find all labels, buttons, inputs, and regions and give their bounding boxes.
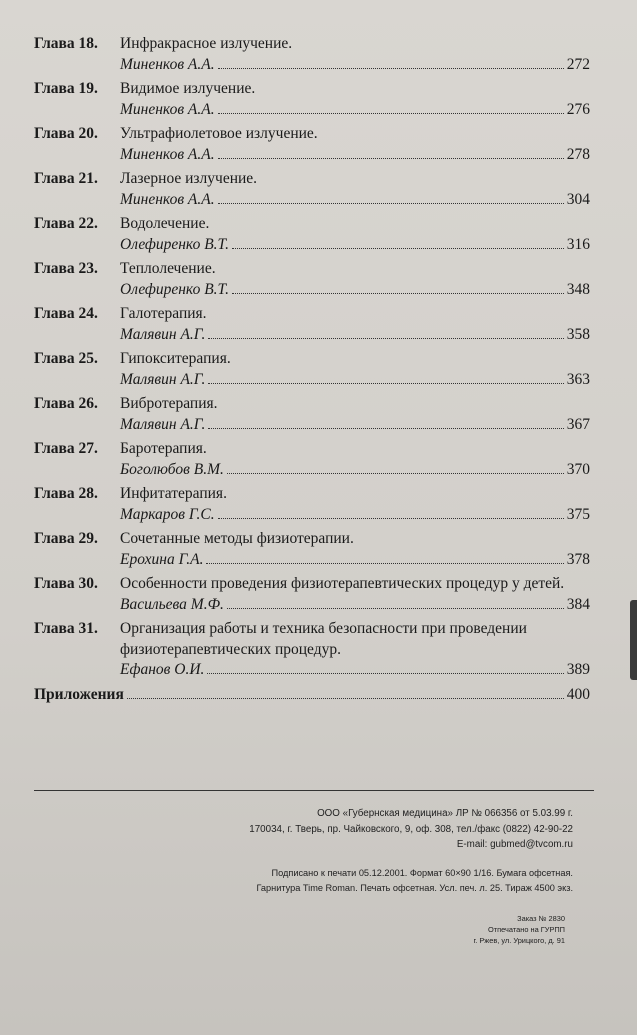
address-line: 170034, г. Тверь, пр. Чайковского, 9, оф. 308, тел./факс (0822) 42-90-22 [249, 823, 573, 835]
toc-appendix [34, 685, 590, 706]
chapter-number: Глава 22. [34, 215, 98, 232]
chapter-title: Видимое излучение. [120, 80, 256, 97]
entry-body [120, 529, 590, 570]
entry-body [120, 484, 590, 525]
author-line [120, 505, 590, 526]
entry-body [120, 394, 590, 435]
page-number: 370 [566, 460, 590, 478]
dot-leader [232, 248, 564, 249]
dot-leader [208, 428, 563, 429]
chapter-number: Глава 31. [34, 620, 98, 637]
toc-entry [34, 529, 590, 570]
chapter-title: Организация работы и техника безопасности при проведении физиотерапевтических процедур. [120, 620, 527, 658]
dot-leader [218, 113, 564, 114]
entry-body [120, 349, 590, 390]
author-line [120, 190, 590, 211]
chapter-title: Галотерапия. [120, 305, 207, 322]
entry-body [120, 619, 590, 681]
dot-leader [208, 338, 563, 339]
page-number: 278 [566, 145, 590, 163]
dot-leader [218, 203, 564, 204]
author-line [120, 325, 590, 346]
printed-at-line: Отпечатано на ГУРПП [488, 925, 565, 934]
entry-body [120, 304, 590, 345]
chapter-number: Глава 29. [34, 530, 98, 547]
chapter-number: Глава 23. [34, 260, 98, 277]
city-line: г. Ржев, ул. Урицкого, д. 91 [473, 936, 565, 945]
chapter-number: Глава 24. [34, 305, 98, 322]
email-line: E-mail: gubmed@tvcom.ru [456, 839, 573, 850]
chapter-author: Миненков А.А. [120, 190, 215, 208]
chapter-author: Маркаров Г.С. [120, 505, 215, 523]
entry-body [120, 79, 590, 120]
chapter-number: Глава 26. [34, 395, 98, 412]
toc-entry [34, 34, 590, 75]
chapter-author: Ерохина Г.А. [120, 550, 204, 568]
chapter-number: Глава 18. [34, 35, 98, 52]
appendix-label: Приложения [34, 685, 124, 703]
chapter-number: Глава 21. [34, 170, 98, 187]
entry-body [120, 34, 590, 75]
author-line [120, 550, 590, 571]
chapter-title: Лазерное излучение. [120, 170, 258, 187]
chapter-number: Глава 30. [34, 575, 98, 592]
chapter-author: Олефиренко В.Т. [120, 280, 230, 298]
dot-leader [232, 293, 564, 294]
dot-leader [218, 68, 564, 69]
chapter-title: Инфракрасное излучение. [120, 35, 293, 52]
dot-leader [218, 158, 564, 159]
publisher-imprint [153, 806, 573, 853]
chapter-number: Глава 19. [34, 80, 98, 97]
table-of-contents [34, 34, 590, 705]
typeface-line: Гарнитура Time Roman. Печать офсетная. Усл. печ. л. 25. Тираж 4500 экз. [256, 883, 573, 893]
author-line [120, 415, 590, 436]
toc-entry [34, 349, 590, 390]
chapter-author: Боголюбов В.М. [120, 460, 224, 478]
entry-body [120, 124, 590, 165]
author-line [120, 55, 590, 76]
chapter-title: Инфитатерапия. [120, 485, 227, 502]
chapter-author: Миненков А.А. [120, 145, 215, 163]
chapter-author: Миненков А.А. [120, 55, 215, 73]
author-line [120, 595, 590, 616]
page-number: 389 [566, 661, 590, 678]
toc-entry [34, 619, 590, 681]
page-number: 304 [566, 190, 590, 208]
chapter-author: Васильева М.Ф. [120, 595, 224, 613]
signed-line: Подписано к печати 05.12.2001. Формат 60×90 1/16. Бумага офсетная. [271, 868, 573, 878]
author-line [120, 460, 590, 481]
dot-leader [127, 698, 564, 699]
dot-leader [207, 673, 563, 674]
order-line: Заказ № 2830 [517, 914, 565, 923]
divider-line [34, 790, 594, 791]
toc-entry [34, 214, 590, 255]
page-number: 363 [566, 370, 590, 388]
dot-leader [227, 473, 564, 474]
chapter-title: Гипокситерапия. [120, 350, 231, 367]
chapter-number: Глава 20. [34, 125, 98, 142]
chapter-title: Сочетанные методы физиотерапии. [120, 530, 354, 547]
entry-body [120, 574, 590, 615]
dot-leader [206, 563, 563, 564]
dot-leader [227, 608, 564, 609]
dot-leader [208, 383, 563, 384]
page-number: 316 [566, 235, 590, 253]
toc-entry [34, 394, 590, 435]
author-line [120, 235, 590, 256]
chapter-author: Малявин А.Г. [120, 370, 206, 388]
page-number: 272 [566, 55, 590, 73]
chapter-title: Баротерапия. [120, 440, 207, 457]
chapter-number: Глава 28. [34, 485, 98, 502]
toc-entry [34, 259, 590, 300]
chapter-title: Водолечение. [120, 215, 210, 232]
author-line [120, 660, 590, 681]
chapter-title: Особенности проведения физиотерапевтических процедур у детей. [120, 575, 565, 592]
chapter-title: Теплолечение. [120, 260, 216, 277]
entry-body [120, 169, 590, 210]
dot-leader [218, 518, 564, 519]
toc-entry [34, 439, 590, 480]
toc-entry [34, 484, 590, 525]
printing-details [113, 866, 573, 896]
page-number: 384 [566, 595, 590, 613]
toc-entry [34, 574, 590, 615]
page-number: 276 [566, 100, 590, 118]
author-line [120, 370, 590, 391]
chapter-author: Олефиренко В.Т. [120, 235, 230, 253]
publisher-line: ООО «Губернская медицина» ЛР № 066356 от 5.03.99 г. [317, 808, 573, 819]
chapter-title: Вибротерапия. [120, 395, 218, 412]
chapter-author: Малявин А.Г. [120, 325, 206, 343]
author-line [120, 145, 590, 166]
entry-body [120, 259, 590, 300]
chapter-number: Глава 25. [34, 350, 98, 367]
page-number: 358 [566, 325, 590, 343]
entry-body [120, 214, 590, 255]
toc-entry [34, 79, 590, 120]
author-line [120, 280, 590, 301]
author-line [120, 100, 590, 121]
page-number: 400 [566, 685, 590, 703]
toc-entry [34, 304, 590, 345]
page-edge-tab [630, 600, 637, 680]
chapter-author: Миненков А.А. [120, 100, 215, 118]
page-number: 367 [566, 415, 590, 433]
toc-entry [34, 124, 590, 165]
printer-info [265, 913, 565, 946]
page-number: 348 [566, 280, 590, 298]
chapter-author: Малявин А.Г. [120, 415, 206, 433]
chapter-author: Ефанов О.И. [120, 661, 205, 678]
page-number: 378 [566, 550, 590, 568]
toc-entry [34, 169, 590, 210]
chapter-number: Глава 27. [34, 440, 98, 457]
page-number: 375 [566, 505, 590, 523]
entry-body [120, 439, 590, 480]
chapter-title: Ультрафиолетовое излучение. [120, 125, 318, 142]
